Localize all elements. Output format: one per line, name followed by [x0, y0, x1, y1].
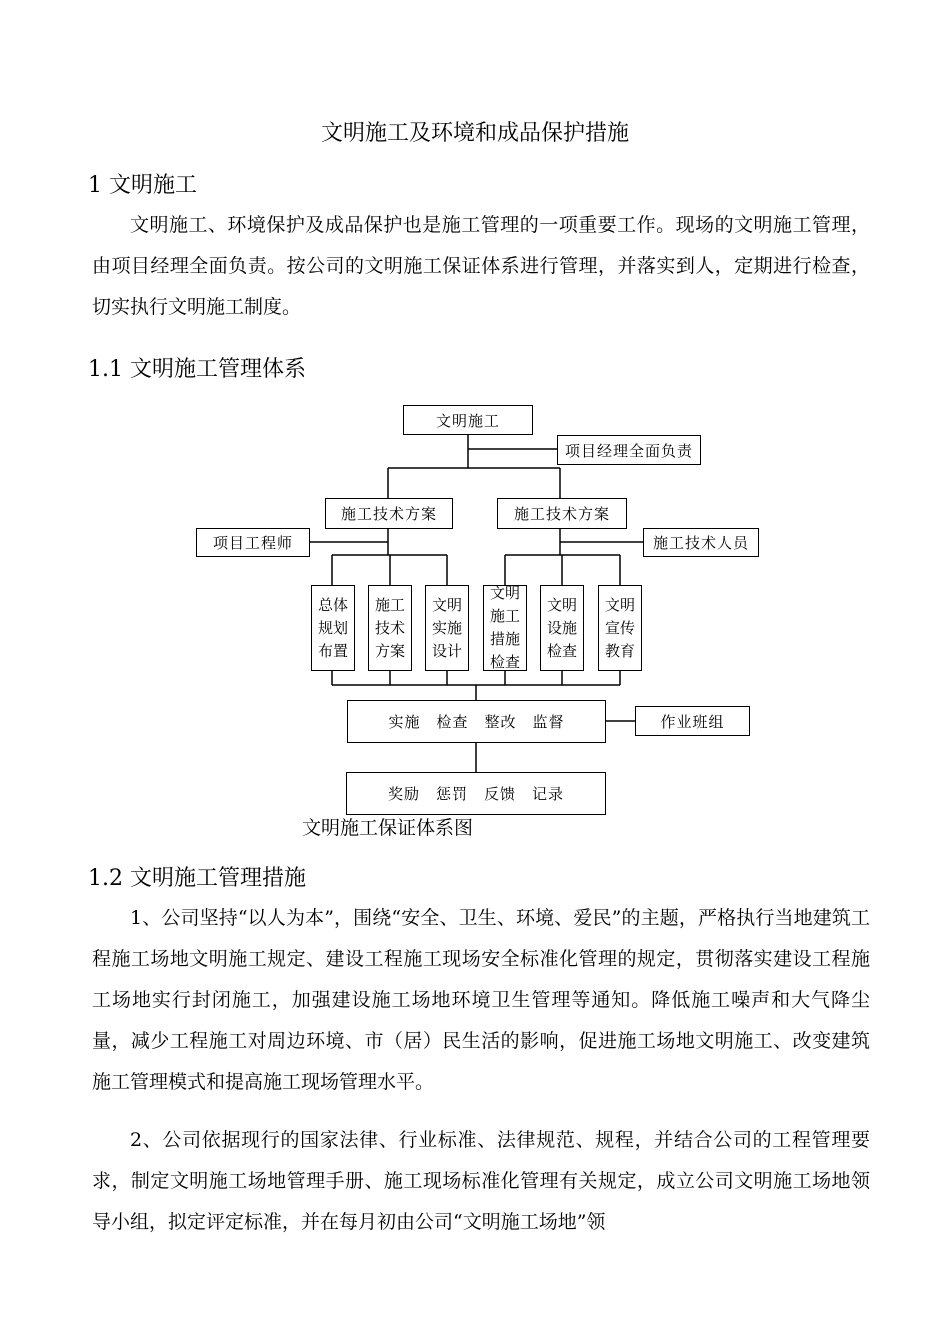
section-1-paragraph: 文明施工、环境保护及成品保护也是施工管理的一项重要工作。现场的文明施工管理，由项目经理全面负责。按公司的文明施工保证体系进行管理，并落实到人，定期进行检查，切实执行文明施工制度。 — [92, 214, 870, 318]
implement-box: 实施 检查 整改 监督 — [347, 700, 606, 743]
section-1-heading: 1 文明施工 — [88, 173, 197, 198]
implement-side-box: 作业班组 — [635, 706, 750, 736]
section-1-2-paragraph-1: 1、公司坚持“以人为本”，围绕“安全、卫生、环境、爱民”的主题，严格执行当地建筑工程施工场地文明施工规定、建设工程施工现场安全标准化管理的规定，贯彻落实建设工程施工场地实行封闭施工，加强建设施工场地环境卫生管理等通知。降低施工噪声和大气降尘量，减少工程施工对周边环境、市（居）民生活的影响，促进施工场地文明施工、改变建筑施工管理模式和提高施工现场管理水平。 — [92, 907, 870, 1093]
root-side-box: 项目经理全面负责 — [557, 435, 701, 465]
section-1-1-heading: 1.1 文明施工管理体系 — [88, 357, 306, 382]
section-1-2-heading: 1.2 文明施工管理措施 — [88, 866, 306, 891]
section-1-2-paragraph-2: 2、公司依据现行的国家法律、行业标准、法律规范、规程，并结合公司的工程管理要求，制定文明施工场地管理手册、施工现场标准化管理有关规定，成立公司文明施工场地领导小组，拟定评定标准，并在每月初由公司“文明施工场地”领 — [92, 1129, 870, 1233]
left-side-box: 项目工程师 — [196, 528, 310, 557]
org-chart — [0, 395, 950, 855]
item-box: 文明施工措施检查 — [483, 585, 527, 671]
item-box: 文明宣传教育 — [598, 585, 642, 671]
right-side-box: 施工技术人员 — [643, 528, 759, 557]
item-box: 文明设施检查 — [540, 585, 584, 671]
reward-box: 奖励 惩罚 反馈 记录 — [346, 772, 606, 815]
item-box: 总体规划布置 — [311, 585, 355, 671]
page-title: 文明施工及环境和成品保护措施 — [320, 121, 629, 146]
diagram-caption: 文明施工保证体系图 — [302, 817, 474, 839]
item-box: 施工技术方案 — [368, 585, 412, 671]
right-plan-box: 施工技术方案 — [497, 498, 627, 529]
left-plan-box: 施工技术方案 — [325, 498, 453, 529]
item-box: 文明实施设计 — [425, 585, 469, 671]
root-box: 文明施工 — [403, 405, 533, 435]
